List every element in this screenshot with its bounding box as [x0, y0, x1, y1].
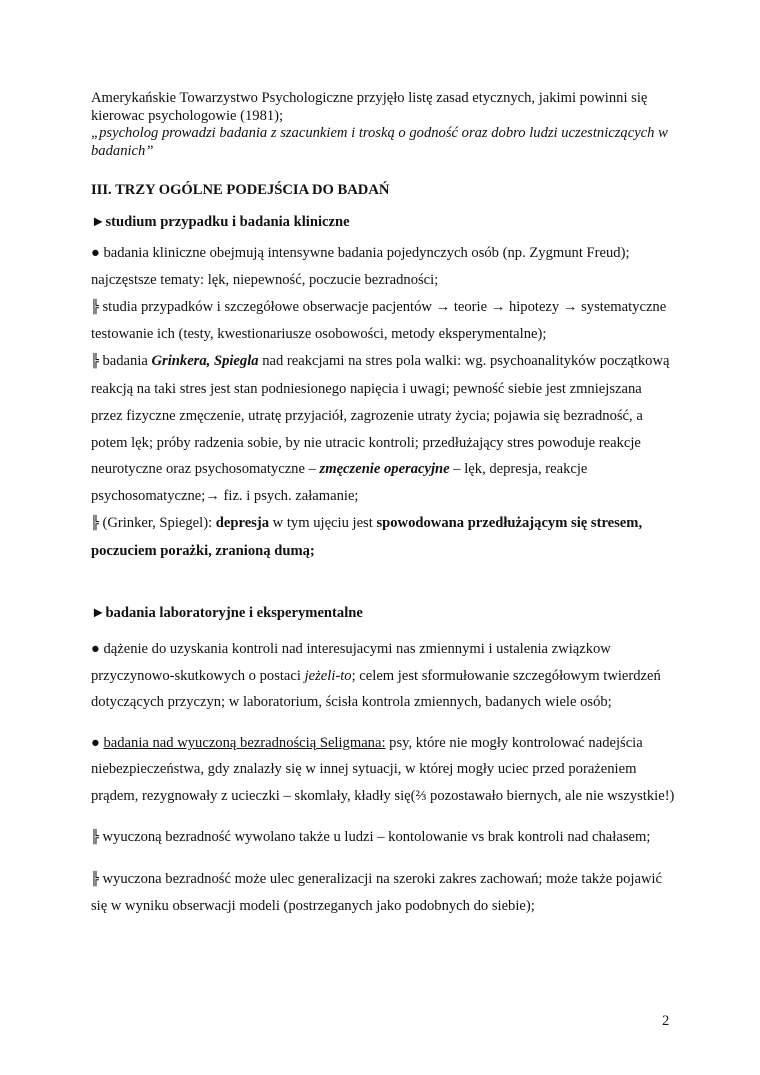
- clinical-body: [91, 240, 676, 565]
- clinical-paragraph-1: ● badania kliniczne obejmują intensywne badania pojedynczych osób (np. Zygmunt Freud); najczęstsze tematy: lęk, niepewność, poczucie bezradności;: [91, 245, 630, 288]
- clinical-paragraph-4: ╠ (Grinker, Spiegel): depresja w tym ujęciu jest spowodowana przedłużającym się stresem, poczuciem porażki, zranioną dumą;: [91, 514, 643, 559]
- intro-quote: „psycholog prowadzi badania z szacunkiem i troską o godność oraz dobro ludzi uczestniczących w badanich”: [91, 125, 668, 159]
- arrow-icon: →: [562, 298, 578, 315]
- branch-mark-icon: ╠: [91, 354, 99, 370]
- branch-mark-icon: ╠: [91, 515, 99, 531]
- branch-mark-icon: ╠: [91, 299, 99, 315]
- subsection-heading-laboratory: ►badania laboratoryjne i eksperymentalne: [91, 604, 363, 621]
- lab-paragraph-4: ╠ wyuczona bezradność może ulec generalizacji na szeroki zakres zachowań; może także pojawić się w wyniku obserwacji modeli (postrzeganych jako podobnych do siebie);: [91, 870, 663, 915]
- arrow-icon: →: [205, 488, 220, 505]
- branch-mark-icon: ╠: [91, 871, 99, 887]
- laboratory-body: [91, 636, 676, 919]
- lab-paragraph-2: ● badania nad wyuczoną bezradnością Seligmana: psy, które nie mogły kontrolować nadejścia niebezpieczeństwa, gdy znalazły się w innej sytuacji, w której mogły uciec przed porażeniem prądem, rezygnowały z ucieczki – skomlały, kładły się(⅔ pozostawało biernych, ale nie wszystkie!): [91, 734, 675, 804]
- section-title: III. TRZY OGÓLNE PODEJŚCIA DO BADAŃ: [91, 182, 390, 198]
- page-number: 2: [662, 1013, 670, 1029]
- clinical-paragraph-2: ╠ studia przypadków i szczegółowe obserwacje pacjentów → teorie → hipotezy → systematyczne testowanie ich (testy, kwestionariusze osobowości, metody eksperymentalne);: [91, 298, 667, 343]
- arrow-icon: →: [435, 298, 451, 315]
- lab-paragraph-3: ╠ wyuczoną bezradność wywolano także u ludzi – kontolowanie vs brak kontroli nad chałasem;: [91, 828, 651, 845]
- branch-mark-icon: ╠: [91, 829, 99, 845]
- subsection-heading-clinical: ►studium przypadku i badania kliniczne: [91, 214, 350, 230]
- arrow-icon: →: [490, 298, 506, 315]
- clinical-paragraph-3: ╠ badania Grinkera, Spiegla nad reakcjami na stres pola walki: wg. psychoanalityków początkową reakcją na taki stres jest stan podniesionego napięcia i uwagi; pewność siebie jest zmniejszana przez fizyczne zmęczenie, utratę przyjaciół, zagrozenie utraty życia; pojawia się bezradność, a potem lęk; próby radzenia sobie, by nie utracic kontroli; przedłużający stres powoduje reakcje neurotyczne oraz psychosomatyczne – zmęczenie operacyjne – lęk, depresja, reakcje psychosomatyczne;→ fiz. i psych. załamanie;: [91, 353, 670, 505]
- document-page: [91, 90, 676, 934]
- intro-text: Amerykańskie Towarzystwo Psychologiczne przyjęło listę zasad etycznych, jakimi powinni się kierowac psychologowie (1981);: [91, 90, 648, 124]
- intro-paragraph: [91, 90, 676, 160]
- lab-paragraph-1: ● dążenie do uzyskania kontroli nad interesujacymi nas zmiennymi i ustalenia związkow przyczynowo-skutkowych o postaci jeżeli-to; celem jest sformułowanie szczegółowym twierdzeń dotyczących przyczyn; w laboratorium, ścisła kontrola zmiennych, badanych wiele osób;: [91, 641, 661, 710]
